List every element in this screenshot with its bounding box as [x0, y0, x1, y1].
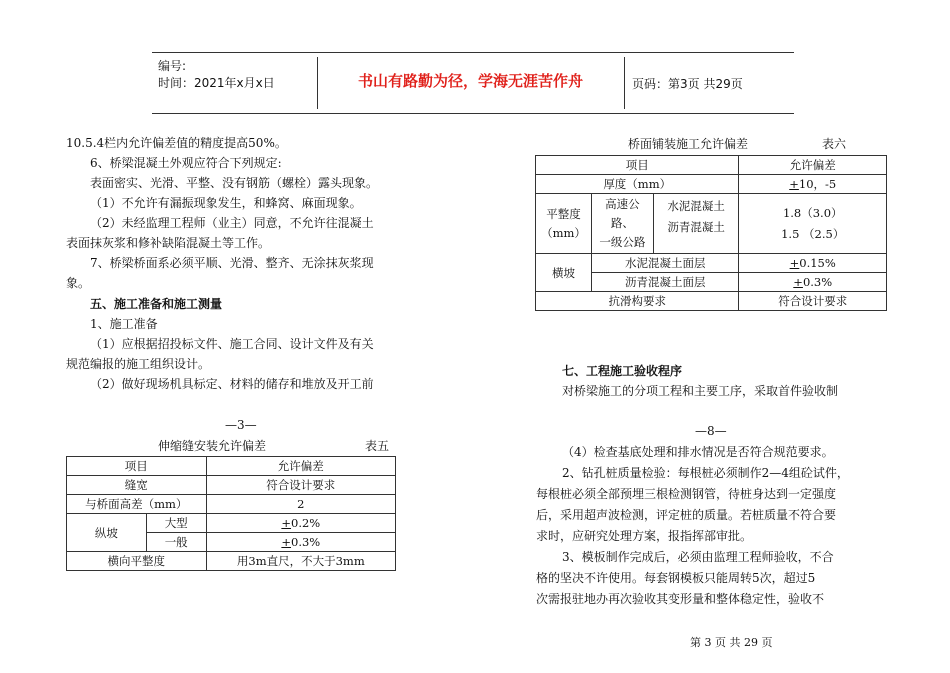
- table-cell: 缝宽: [67, 476, 207, 495]
- body-line: 7、桥梁桥面系必须平顺、光滑、整齐、无涂抹灰浆现: [90, 256, 374, 270]
- table-expansion-joint: [66, 456, 396, 571]
- body-line: 求时，应研究处理方案，报指挥部审批。: [536, 529, 753, 543]
- table-row: [536, 175, 887, 194]
- doc-time-label: 时间：2021年x月x日: [158, 76, 275, 90]
- body-line: 规范编报的施工组织设计。: [66, 357, 211, 371]
- body-line: 对桥梁施工的分项工程和主要工序，采取首件验收制: [562, 384, 839, 398]
- table-cell: 水泥混凝土 沥青混凝土: [653, 194, 739, 254]
- table-row: [67, 552, 396, 571]
- table-cell: 与桥面高差（mm）: [67, 495, 207, 514]
- table-row: [536, 194, 887, 254]
- table-cell: 厚度（mm）: [536, 175, 739, 194]
- body-line: 1、施工准备: [90, 317, 158, 331]
- table-cell: 水泥混凝土面层: [591, 254, 738, 273]
- table-cell: 一般: [146, 533, 206, 552]
- body-line: 3、模板制作完成后，必须由监理工程师验收，不合: [562, 550, 834, 564]
- table-header-cell: 项目: [536, 156, 739, 175]
- table-row: [536, 156, 887, 175]
- body-line: 表面密实、光滑、平整、没有钢筋（螺栓）露头现象。: [90, 176, 379, 190]
- table-cell: +0.3%: [206, 533, 395, 552]
- table-cell: 抗滑构要求: [536, 292, 739, 311]
- table-row: [536, 292, 887, 311]
- body-line: （2）未经监理工程师（业主）同意，不允许往混凝土: [90, 216, 374, 230]
- table-cell: 2: [206, 495, 395, 514]
- table-row: [67, 457, 396, 476]
- table-cell: 沥青混凝土面层: [591, 273, 738, 292]
- body-line: 2、钻孔桩质量检验：每根桩必须制作2—4组砼试件，: [562, 466, 849, 480]
- table-header-cell: 允许偏差: [206, 457, 395, 476]
- body-line: 表面抹灰浆和修补缺陷混凝土等工作。: [66, 236, 271, 250]
- table-cell: 符合设计要求: [206, 476, 395, 495]
- body-line: 6、桥梁混凝土外观应符合下列规定:: [90, 156, 282, 170]
- table-header-cell: 允许偏差: [739, 156, 887, 175]
- table-title: 桥面铺装施工允许偏差: [628, 137, 749, 151]
- body-line: （1）不允许有漏振现象发生，和蜂窝、麻面现象。: [90, 196, 362, 210]
- header-motto: 书山有路勤为径，学海无涯苦作舟: [357, 72, 583, 90]
- body-line: 每根桩必须全部预埋三根检测钢管，待桩身达到一定强度: [536, 487, 837, 501]
- body-line: 象。: [66, 276, 91, 290]
- body-line: 格的坚决不许使用。每套钢模板只能周转5次，超过5: [536, 571, 816, 585]
- header-divider: [624, 57, 625, 109]
- table-title: 伸缩缝安装允许偏差: [158, 439, 267, 453]
- table-cell: 用3m直尺，不大于3mm: [206, 552, 395, 571]
- table-cell: 符合设计要求: [739, 292, 887, 311]
- table-deck-pavement: [535, 155, 887, 311]
- doc-number-label: 编号:: [158, 59, 187, 73]
- table-cell: 大型: [146, 514, 206, 533]
- body-line: 后，采用超声波检测，评定桩的质量。若桩质量不符合要: [536, 508, 837, 522]
- table-cell: 平整度 （mm）: [536, 194, 592, 254]
- table-cell: +0.15%: [739, 254, 887, 273]
- table-cell: +0.2%: [206, 514, 395, 533]
- table-cell: 横向平整度: [67, 552, 207, 571]
- table-row: [67, 495, 396, 514]
- section-heading: 五、施工准备和施工测量: [90, 297, 223, 311]
- table-cell: 1.8（3.0） 1.5 （2.5）: [739, 194, 887, 254]
- body-line: （2）做好现场机具标定、材料的储存和堆放及开工前: [90, 377, 374, 391]
- table-cell: 横坡: [536, 254, 592, 292]
- table-label: 表六: [822, 137, 847, 151]
- page-mark: —3—: [225, 418, 257, 432]
- table-cell: +10，-5: [739, 175, 887, 194]
- table-row: [536, 254, 887, 273]
- page-mark: —8—: [695, 424, 727, 438]
- body-line: 次需报驻地办再次验收其变形量和整体稳定性，验收不: [536, 592, 825, 606]
- body-line: 10.5.4栏内允许偏差值的精度提高50%。: [66, 136, 287, 150]
- table-cell: 高速公 路、 一级公路: [591, 194, 653, 254]
- table-cell: 纵坡: [67, 514, 147, 552]
- table-row: [67, 476, 396, 495]
- table-label: 表五: [365, 439, 390, 453]
- page-footer: 第 3 页 共 29 页: [690, 636, 773, 649]
- body-line: （4）检查基底处理和排水情况是否符合规范要求。: [562, 445, 834, 459]
- table-cell: +0.3%: [739, 273, 887, 292]
- table-row: [67, 514, 396, 533]
- body-line: （1）应根据招投标文件、施工合同、设计文件及有关: [90, 337, 374, 351]
- section-heading: 七、工程施工验收程序: [562, 364, 683, 378]
- table-header-cell: 项目: [67, 457, 207, 476]
- header-page-info: 页码：第3页 共29页: [632, 77, 743, 91]
